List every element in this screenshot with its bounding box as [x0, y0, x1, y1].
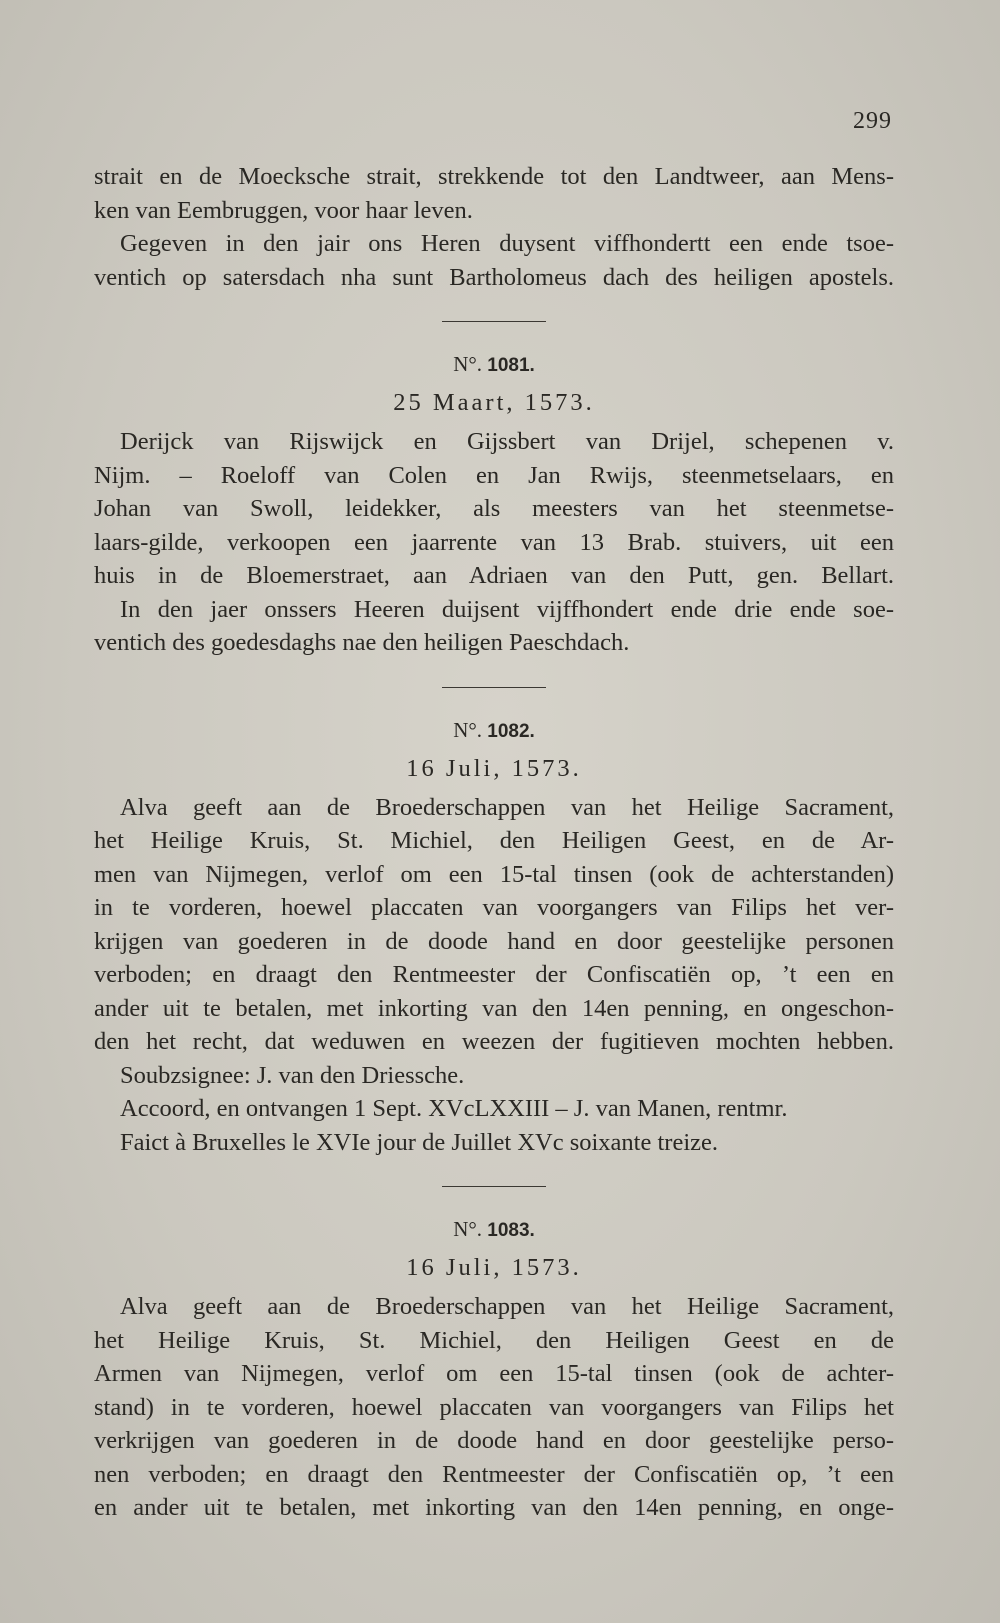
- text-line: laars-gilde, verkoopen een jaarrente van 13 Brab. stuivers, uit een: [94, 528, 894, 556]
- text-line: Alva geeft aan de Broederschappen van het Heilige Sacrament,: [120, 1293, 894, 1320]
- intro-paragraph: [94, 160, 894, 294]
- text-line: het Heilige Kruis, St. Michiel, den Heiligen Geest, en de Ar-: [94, 827, 894, 854]
- text-line: in te vorderen, hoewel placcaten van voorgangers van Filips het ver-: [94, 894, 894, 921]
- entry-date: 16 Juli, 1573.: [406, 1254, 582, 1281]
- text-line: ventich des goedesdaghs nae den heiligen Paeschdach.: [94, 629, 630, 656]
- text-line: krijgen van goederen in de doode hand en door geestelijke personen: [94, 927, 894, 955]
- text-line: Derijck van Rijswijck en Gijssbert van Drijel, schepenen v.: [120, 428, 894, 455]
- text-line: Alva geeft aan de Broederschappen van het Heilige Sacrament,: [120, 793, 894, 821]
- text-line: ander uit te betalen, met inkorting van den 14en penning, en ongeschon-: [94, 994, 894, 1022]
- number-value: 1082.: [487, 720, 535, 742]
- number-value: 1081.: [487, 355, 535, 376]
- number-prefix: N°.: [453, 352, 483, 376]
- entry-date: 16 Juli, 1573.: [406, 754, 582, 782]
- text-line: huis in de Bloemerstraet, aan Adriaen van den Putt, gen. Bellart.: [94, 562, 894, 589]
- text-line: den het recht, dat weduwen en weezen der fugitieven mochten hebben.: [94, 1028, 894, 1055]
- text-line: Gegeven in den jair ons Heren duysent viffhondertt een ende tsoe-: [120, 230, 894, 257]
- text-line: Soubzsignee: J. van den Driessche.: [120, 1061, 465, 1089]
- page-number: 299: [853, 108, 892, 134]
- text-line: stand) in te vorderen, hoewel placcaten van voorgangers van Filips het: [94, 1393, 894, 1421]
- entry-date: 25 Maart, 1573.: [393, 389, 595, 416]
- number-prefix: N°.: [453, 1217, 483, 1241]
- text-line: ken van Eembruggen, voor haar leven.: [94, 196, 473, 224]
- text-line: het Heilige Kruis, St. Michiel, den Heiligen Geest en de: [94, 1326, 894, 1354]
- text-line: Nijm. – Roeloff van Colen en Jan Rwijs, steenmetselaars, en: [94, 461, 894, 489]
- entry-number: [94, 349, 894, 381]
- section-divider: [442, 687, 546, 688]
- text-line: verkrijgen van goederen in de doode hand en door geestelijke perso-: [94, 1427, 894, 1454]
- entry-number: [94, 1214, 894, 1246]
- entry-number: [94, 715, 894, 747]
- text-line: Faict à Bruxelles le XVIe jour de Juillet XVc soixante treize.: [120, 1128, 719, 1156]
- section-divider: [442, 321, 546, 322]
- number-value: 1083.: [487, 1220, 535, 1241]
- number-prefix: N°.: [453, 717, 483, 742]
- entry-1083: [94, 1214, 894, 1525]
- text-line: Johan van Swoll, leidekker, als meesters van het steenmetse-: [94, 495, 894, 522]
- entry-1082: [94, 715, 894, 1160]
- text-line: ventich op satersdach nha sunt Bartholomeus dach des heiligen apostels.: [94, 263, 894, 291]
- text-line: In den jaer onssers Heeren duijsent vijffhondert ende drie ende soe-: [120, 595, 894, 623]
- text-line: nen verboden; en draagt den Rentmeester der Confiscatiën op, ’t een: [94, 1460, 894, 1488]
- section-divider: [442, 1186, 546, 1187]
- page-content: [94, 160, 894, 1525]
- text-line: en ander uit te betalen, met inkorting van den 14en penning, en onge-: [94, 1494, 894, 1521]
- entry-1081: [94, 349, 894, 660]
- text-line: strait en de Moecksche strait, strekkende tot den Landtweer, aan Mens-: [94, 163, 894, 190]
- text-line: verboden; en draagt den Rentmeester der Confiscatiën op, ’t een en: [94, 961, 894, 988]
- text-line: men van Nijmegen, verlof om een 15-tal tinsen (ook de achterstanden): [94, 860, 894, 888]
- text-line: Accoord, en ontvangen 1 Sept. XVcLXXIII – J. van Manen, rentmr.: [120, 1095, 788, 1122]
- text-line: Armen van Nijmegen, verlof om een 15-tal tinsen (ook de achter-: [94, 1360, 894, 1387]
